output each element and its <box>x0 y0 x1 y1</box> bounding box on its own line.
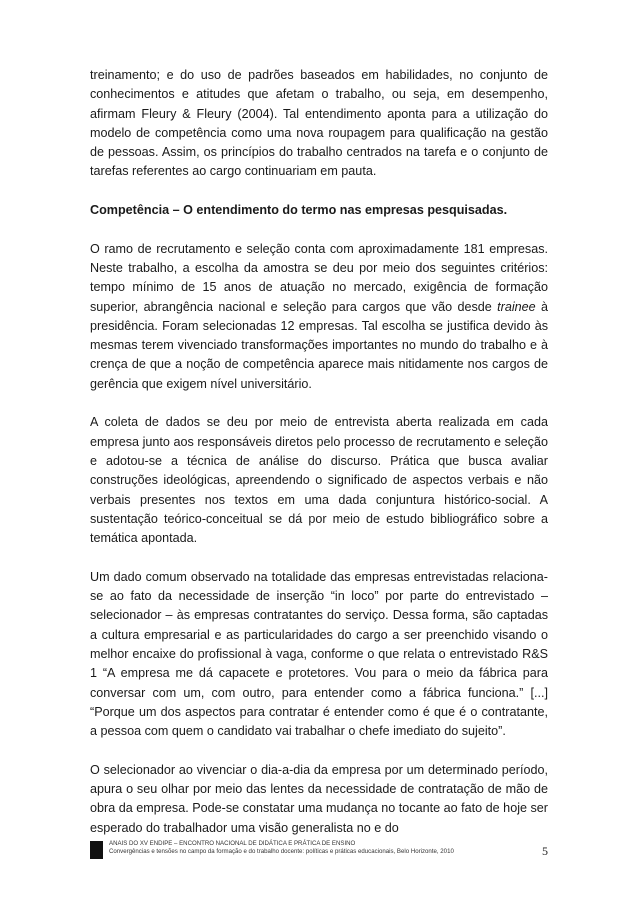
text-run: A coleta de dados se deu por meio de entrevista aberta realizada em cada empresa junto aos responsáveis diretos pelo processo de recrutamento e seleção e adotou-se a técnica de análise do discurso. Prática que busca avaliar construções ideológicas, apreendendo o significado de aspectos verbais e não verbais presentes nos textos em uma dada conjuntura histórico-social. A sustentação teórico-conceitual se dá por meio de estudo bibliográfico sobre a temática apontada. <box>90 415 548 546</box>
paragraph <box>90 413 548 548</box>
text-run: à presidência. Foram selecionadas 12 empresas. Tal escolha se justifica devido às mesmas terem vivenciado transformações importantes no mundo do trabalho e à crença de que a noção de competência aparece mais nitidamente nos cargos de gerência que exigem nível universitário. <box>90 299 548 391</box>
footer-event-title: ANAIS DO XV ENDIPE – ENCONTRO NACIONAL DE DIDÁTICA E PRÁTICA DE ENSINO <box>109 840 356 847</box>
paragraph <box>90 240 548 394</box>
text-run: Um dado comum observado na totalidade das empresas entrevistadas relaciona-se ao fato da necessidade de inserção “in loco” por parte do entrevistado – selecionador – às empresas contratantes do serviço. Dessa forma, são captadas a cultura empresarial e as particularidades do cargo a ser preenchido visando o melhor encaixe do profissional à vaga, conforme o que relata o entrevistado R&S 1 “A empresa me dá capacete e protetores. Vou para o meio da fábrica para conversar com um, com outro, para entender como a fábrica funciona.” [...] “Porque um dos aspectos para contratar é entender como é que é o contratante, a pessoa com quem o candidato vai trabalhar o chefe imediato do sujeito”. <box>90 569 548 739</box>
text-run: O ramo de recrutamento e seleção conta com aproximadamente 181 empresas. Neste trabalho, a escolha da amostra se deu por meio dos seguintes critérios: tempo mínimo de 15 anos de atuação no mercado, exigência de formação superior, abrangência nacional e seleção para cargos que vão desde <box>90 241 548 314</box>
footer-event-subtitle: Convergências e tensões no campo da formação e do trabalho docente: políticas e práticas educacionais, Belo Horizonte, 2010 <box>109 848 454 855</box>
page-footer <box>90 833 560 863</box>
paragraph <box>90 568 548 742</box>
footer-text <box>109 840 454 856</box>
text-run: Competência – O entendimento do termo nas empresas pesquisadas. <box>90 203 508 218</box>
paragraph <box>90 761 548 838</box>
paragraph <box>90 66 548 182</box>
section-heading <box>90 201 548 220</box>
italic-term: trainee <box>497 299 536 314</box>
text-run: O selecionador ao vivenciar o dia-a-dia da empresa por um determinado período, apura o seu olhar por meio das lentes da necessidade de contratação de mão de obra da empresa. Pode-se constatar uma mudança no tocante ao fato de hoje ser esperado do trabalhador uma visão generalista no e do <box>90 762 548 835</box>
text-run: treinamento; e do uso de padrões baseados em habilidades, no conjunto de conhecimentos e atitudes que afetam o trabalho, ou seja, em desempenho, afirmam Fleury & Fleury (2004). Tal entendimento aponta para a utilização do modelo de competência como uma nova roupagem para qualificação na gestão de pessoas. Assim, os princípios do trabalho centrados na tarefa e o conjunto de tarefas referentes ao cargo continuariam em pauta. <box>90 68 548 179</box>
body-text <box>90 66 548 857</box>
page-number: 5 <box>542 844 548 858</box>
footer-marker <box>90 841 103 859</box>
